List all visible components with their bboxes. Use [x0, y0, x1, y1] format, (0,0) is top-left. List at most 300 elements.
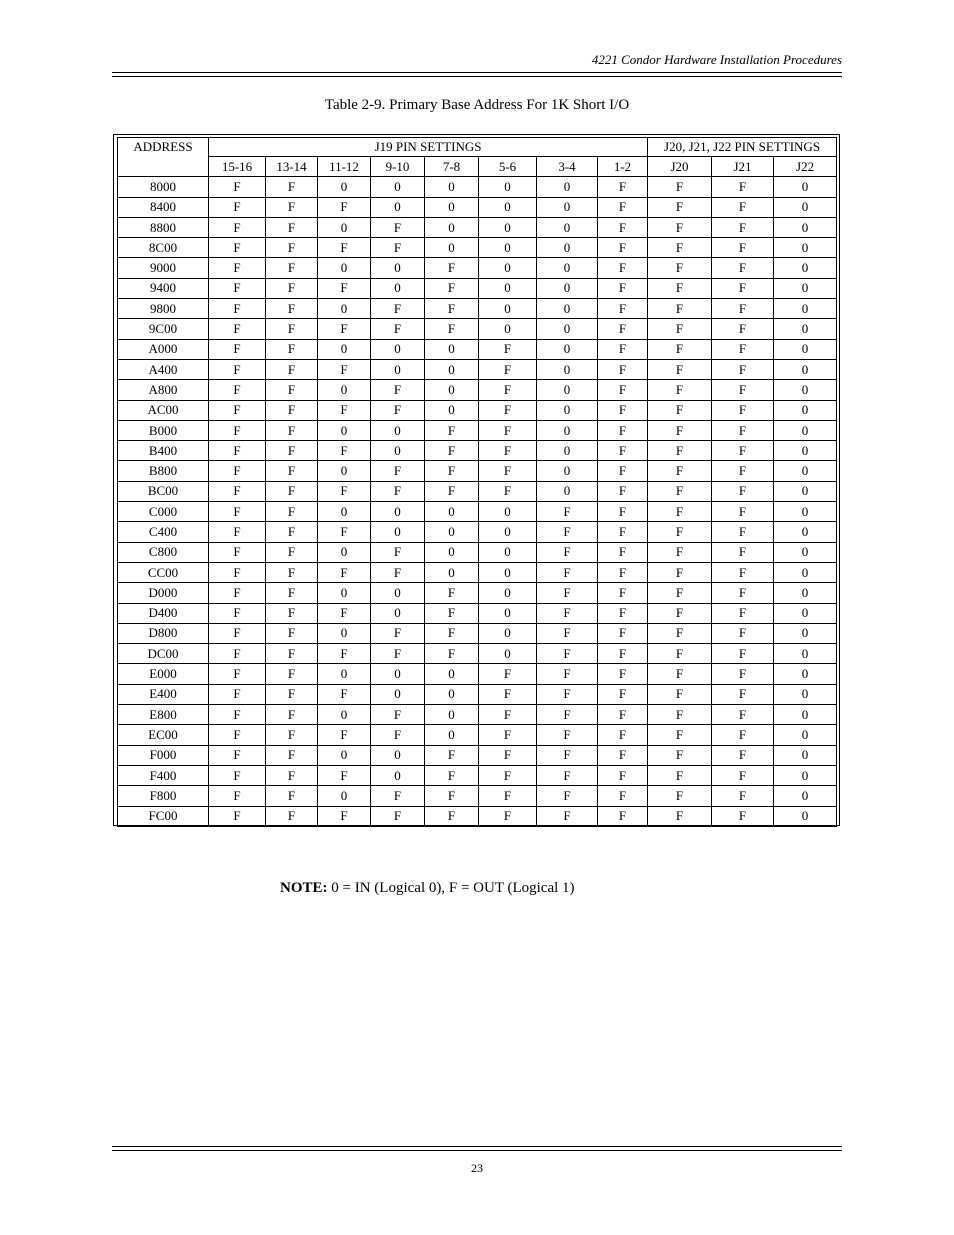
column-header: 15-16: [209, 157, 266, 177]
pin-setting-cell: F: [598, 765, 648, 785]
pin-setting-cell: F: [318, 197, 371, 217]
pin-setting-cell: F: [598, 217, 648, 237]
pin-setting-cell: 0: [318, 420, 371, 440]
note-text: 0 = IN (Logical 0), F = OUT (Logical 1): [327, 880, 575, 896]
pin-setting-cell: F: [209, 765, 266, 785]
pin-setting-cell: F: [209, 441, 266, 461]
table-group-header-row: [118, 138, 837, 157]
pin-setting-cell: 0: [318, 705, 371, 725]
pin-setting-cell: F: [712, 583, 774, 603]
pin-setting-cell: 0: [371, 765, 425, 785]
pin-setting-cell: F: [537, 806, 598, 826]
pin-setting-cell: 0: [537, 238, 598, 258]
table-row: [118, 684, 837, 704]
pin-setting-cell: F: [598, 806, 648, 826]
pin-setting-cell: F: [648, 278, 712, 298]
pin-setting-cell: F: [712, 705, 774, 725]
table-row: [118, 705, 837, 725]
pin-setting-cell: 0: [774, 705, 837, 725]
pin-setting-cell: 0: [425, 542, 479, 562]
address-cell: 9400: [118, 278, 209, 298]
pin-setting-cell: 0: [774, 542, 837, 562]
footer-rule-top: [112, 1146, 842, 1147]
table-row: [118, 258, 837, 278]
pin-setting-cell: F: [712, 725, 774, 745]
pin-setting-cell: F: [209, 644, 266, 664]
pin-setting-cell: F: [266, 522, 318, 542]
address-cell: 9C00: [118, 319, 209, 339]
pin-setting-cell: F: [712, 420, 774, 440]
table-row: [118, 420, 837, 440]
address-cell: C400: [118, 522, 209, 542]
pin-setting-cell: F: [537, 623, 598, 643]
column-header: 3-4: [537, 157, 598, 177]
pin-setting-cell: 0: [425, 339, 479, 359]
pin-setting-cell: F: [537, 502, 598, 522]
pin-setting-cell: 0: [425, 705, 479, 725]
pin-setting-cell: F: [371, 217, 425, 237]
pin-setting-cell: F: [266, 319, 318, 339]
pin-setting-cell: F: [712, 299, 774, 319]
pin-setting-cell: F: [598, 441, 648, 461]
pin-setting-cell: F: [209, 238, 266, 258]
pin-setting-cell: F: [712, 400, 774, 420]
pin-setting-cell: F: [266, 786, 318, 806]
pin-setting-cell: 0: [774, 502, 837, 522]
pin-setting-cell: 0: [774, 806, 837, 826]
pin-setting-cell: F: [209, 339, 266, 359]
address-cell: B400: [118, 441, 209, 461]
table-row: [118, 380, 837, 400]
pin-setting-cell: F: [266, 420, 318, 440]
pin-setting-cell: F: [712, 217, 774, 237]
pin-setting-cell: F: [209, 177, 266, 197]
footer-rule-bottom: [112, 1150, 842, 1151]
pin-setting-cell: F: [479, 806, 537, 826]
pin-setting-cell: F: [648, 786, 712, 806]
pin-setting-cell: F: [598, 644, 648, 664]
pin-setting-cell: 0: [318, 542, 371, 562]
pin-setting-cell: F: [537, 644, 598, 664]
table-caption: Table 2-9. Primary Base Address For 1K Short I/O: [324, 97, 630, 113]
running-title: 4221 Condor Hardware Installation Procedures: [591, 52, 842, 67]
pin-setting-cell: 0: [479, 562, 537, 582]
pin-setting-cell: F: [209, 380, 266, 400]
pin-setting-cell: 0: [371, 502, 425, 522]
pin-setting-cell: 0: [774, 725, 837, 745]
pin-setting-cell: F: [318, 644, 371, 664]
pin-setting-cell: F: [598, 177, 648, 197]
pin-setting-cell: F: [712, 623, 774, 643]
pin-setting-cell: F: [479, 765, 537, 785]
pin-setting-cell: 0: [479, 217, 537, 237]
pin-setting-cell: F: [318, 765, 371, 785]
pin-setting-cell: F: [648, 806, 712, 826]
pin-setting-cell: F: [479, 339, 537, 359]
pin-setting-cell: F: [425, 806, 479, 826]
pin-setting-cell: 0: [425, 725, 479, 745]
column-header: 7-8: [425, 157, 479, 177]
table-row: [118, 177, 837, 197]
pin-setting-cell: F: [318, 238, 371, 258]
pin-setting-cell: F: [318, 359, 371, 379]
pin-setting-cell: F: [266, 664, 318, 684]
pin-setting-cell: F: [479, 745, 537, 765]
pin-setting-cell: 0: [774, 684, 837, 704]
pin-setting-cell: F: [371, 562, 425, 582]
pin-setting-cell: 0: [371, 278, 425, 298]
pin-setting-cell: 0: [537, 420, 598, 440]
pin-setting-cell: F: [712, 278, 774, 298]
pin-setting-cell: F: [371, 380, 425, 400]
table-row: [118, 359, 837, 379]
address-table: [117, 137, 837, 827]
pin-setting-cell: F: [318, 725, 371, 745]
pin-setting-cell: F: [266, 217, 318, 237]
pin-setting-cell: 0: [318, 583, 371, 603]
address-cell: A400: [118, 359, 209, 379]
pin-setting-cell: F: [266, 502, 318, 522]
pin-setting-cell: F: [209, 684, 266, 704]
pin-setting-cell: F: [318, 481, 371, 501]
pin-setting-cell: F: [712, 177, 774, 197]
pin-setting-cell: F: [425, 745, 479, 765]
pin-setting-cell: 0: [537, 359, 598, 379]
address-cell: A000: [118, 339, 209, 359]
pin-setting-cell: 0: [371, 258, 425, 278]
pin-setting-cell: F: [648, 542, 712, 562]
pin-setting-cell: F: [209, 258, 266, 278]
pin-setting-cell: F: [712, 359, 774, 379]
table-row: [118, 481, 837, 501]
pin-setting-cell: F: [712, 562, 774, 582]
pin-setting-cell: 0: [425, 684, 479, 704]
pin-setting-cell: F: [266, 745, 318, 765]
pin-setting-cell: F: [425, 441, 479, 461]
address-cell: 8800: [118, 217, 209, 237]
pin-setting-cell: 0: [774, 664, 837, 684]
pin-setting-cell: F: [479, 461, 537, 481]
table-row: [118, 461, 837, 481]
pin-setting-cell: 0: [371, 420, 425, 440]
pin-setting-cell: F: [371, 725, 425, 745]
pin-setting-cell: 0: [318, 177, 371, 197]
pin-setting-cell: F: [425, 299, 479, 319]
column-header: 9-10: [371, 157, 425, 177]
pin-setting-cell: 0: [774, 745, 837, 765]
pin-setting-cell: F: [598, 400, 648, 420]
pin-setting-cell: F: [712, 380, 774, 400]
address-cell: DC00: [118, 644, 209, 664]
address-cell: D000: [118, 583, 209, 603]
pin-setting-cell: F: [209, 400, 266, 420]
pin-setting-cell: F: [425, 603, 479, 623]
pin-setting-cell: F: [371, 400, 425, 420]
pin-setting-cell: F: [266, 644, 318, 664]
pin-setting-cell: F: [537, 786, 598, 806]
table-row: [118, 339, 837, 359]
column-header: 11-12: [318, 157, 371, 177]
table-row: [118, 441, 837, 461]
pin-setting-cell: 0: [371, 745, 425, 765]
pin-setting-cell: 0: [318, 380, 371, 400]
pin-setting-cell: F: [598, 278, 648, 298]
pin-setting-cell: F: [479, 481, 537, 501]
pin-setting-cell: F: [712, 765, 774, 785]
pin-setting-cell: 0: [425, 502, 479, 522]
pin-setting-cell: F: [648, 502, 712, 522]
pin-setting-cell: F: [371, 238, 425, 258]
pin-setting-cell: 0: [318, 339, 371, 359]
pin-setting-cell: 0: [318, 299, 371, 319]
pin-setting-cell: 0: [318, 461, 371, 481]
address-cell: 8000: [118, 177, 209, 197]
pin-setting-cell: F: [648, 765, 712, 785]
pin-setting-cell: 0: [774, 603, 837, 623]
table-row: [118, 319, 837, 339]
pin-setting-cell: F: [598, 502, 648, 522]
pin-setting-cell: 0: [425, 197, 479, 217]
pin-setting-cell: F: [209, 420, 266, 440]
pin-setting-cell: F: [479, 400, 537, 420]
pin-setting-cell: F: [712, 644, 774, 664]
pin-setting-cell: F: [648, 197, 712, 217]
pin-setting-cell: F: [598, 359, 648, 379]
pin-setting-cell: F: [209, 502, 266, 522]
pin-setting-cell: F: [318, 441, 371, 461]
pin-setting-cell: 0: [774, 765, 837, 785]
pin-setting-cell: 0: [425, 217, 479, 237]
pin-setting-cell: F: [648, 684, 712, 704]
pin-setting-cell: F: [598, 339, 648, 359]
pin-setting-cell: 0: [774, 562, 837, 582]
pin-setting-cell: F: [209, 725, 266, 745]
pin-setting-cell: F: [598, 522, 648, 542]
table-row: [118, 786, 837, 806]
pin-setting-cell: F: [537, 603, 598, 623]
pin-setting-cell: F: [266, 765, 318, 785]
pin-setting-cell: F: [479, 684, 537, 704]
pin-setting-cell: 0: [425, 238, 479, 258]
table-row: [118, 806, 837, 826]
pin-setting-cell: F: [318, 603, 371, 623]
pin-setting-cell: F: [425, 765, 479, 785]
pin-setting-cell: F: [598, 705, 648, 725]
pin-setting-cell: F: [598, 745, 648, 765]
address-cell: C800: [118, 542, 209, 562]
table-row: [118, 217, 837, 237]
pin-setting-cell: F: [648, 623, 712, 643]
address-cell: B000: [118, 420, 209, 440]
pin-setting-cell: F: [648, 522, 712, 542]
pin-setting-cell: F: [371, 299, 425, 319]
address-cell: E800: [118, 705, 209, 725]
pin-setting-cell: F: [266, 339, 318, 359]
pin-setting-cell: F: [648, 217, 712, 237]
pin-setting-cell: 0: [774, 786, 837, 806]
pin-setting-cell: F: [266, 278, 318, 298]
pin-setting-cell: F: [537, 725, 598, 745]
address-column-header: ADDRESS: [118, 138, 209, 157]
address-cell: D400: [118, 603, 209, 623]
pin-setting-cell: F: [209, 603, 266, 623]
pin-setting-cell: 0: [774, 441, 837, 461]
pin-setting-cell: F: [598, 420, 648, 440]
pin-setting-cell: 0: [774, 400, 837, 420]
pin-setting-cell: F: [712, 238, 774, 258]
note: [280, 880, 575, 897]
pin-setting-cell: 0: [318, 786, 371, 806]
pin-setting-cell: F: [648, 380, 712, 400]
table-row: [118, 664, 837, 684]
address-cell: FC00: [118, 806, 209, 826]
pin-setting-cell: 0: [774, 583, 837, 603]
pin-setting-cell: F: [537, 745, 598, 765]
address-cell: CC00: [118, 562, 209, 582]
pin-setting-cell: 0: [479, 542, 537, 562]
pin-setting-cell: F: [712, 441, 774, 461]
pin-setting-cell: 0: [318, 502, 371, 522]
pin-setting-cell: 0: [774, 177, 837, 197]
pin-setting-cell: F: [648, 420, 712, 440]
column-header: J20: [648, 157, 712, 177]
table-row: [118, 400, 837, 420]
j19-group-header: J19 PIN SETTINGS: [209, 138, 648, 157]
pin-setting-cell: 0: [371, 339, 425, 359]
pin-setting-cell: F: [648, 603, 712, 623]
table-row: [118, 623, 837, 643]
pin-setting-cell: F: [648, 299, 712, 319]
pin-setting-cell: 0: [318, 623, 371, 643]
pin-setting-cell: F: [209, 705, 266, 725]
table-body: [118, 177, 837, 827]
pin-setting-cell: F: [712, 664, 774, 684]
pin-setting-cell: F: [712, 461, 774, 481]
address-cell: E400: [118, 684, 209, 704]
pin-setting-cell: F: [266, 725, 318, 745]
pin-setting-cell: F: [371, 481, 425, 501]
page-number: 23: [471, 1161, 483, 1175]
pin-setting-cell: 0: [774, 481, 837, 501]
pin-setting-cell: 0: [318, 258, 371, 278]
pin-setting-cell: F: [209, 542, 266, 562]
pin-setting-cell: F: [425, 258, 479, 278]
pin-setting-cell: F: [209, 299, 266, 319]
address-cell: 8400: [118, 197, 209, 217]
pin-setting-cell: F: [712, 258, 774, 278]
pin-setting-cell: F: [425, 623, 479, 643]
pin-setting-cell: 0: [425, 359, 479, 379]
pin-setting-cell: F: [371, 623, 425, 643]
pin-setting-cell: 0: [371, 664, 425, 684]
pin-setting-cell: F: [648, 441, 712, 461]
pin-setting-cell: 0: [774, 238, 837, 258]
pin-setting-cell: F: [266, 806, 318, 826]
pin-setting-cell: F: [537, 583, 598, 603]
pin-setting-cell: 0: [537, 339, 598, 359]
table-row: [118, 765, 837, 785]
pin-setting-cell: F: [712, 339, 774, 359]
pin-setting-cell: F: [209, 583, 266, 603]
pin-setting-cell: F: [598, 623, 648, 643]
pin-setting-cell: 0: [425, 562, 479, 582]
pin-setting-cell: 0: [479, 583, 537, 603]
pin-setting-cell: 0: [537, 197, 598, 217]
pin-setting-cell: F: [648, 583, 712, 603]
pin-setting-cell: F: [598, 461, 648, 481]
pin-setting-cell: F: [479, 441, 537, 461]
pin-setting-cell: F: [371, 786, 425, 806]
pin-setting-cell: F: [266, 441, 318, 461]
pin-setting-cell: F: [425, 644, 479, 664]
pin-setting-cell: F: [209, 217, 266, 237]
pin-setting-cell: F: [537, 684, 598, 704]
pin-setting-cell: 0: [774, 339, 837, 359]
pin-setting-cell: F: [266, 623, 318, 643]
pin-setting-cell: F: [266, 481, 318, 501]
pin-setting-cell: F: [318, 684, 371, 704]
pin-setting-cell: F: [648, 238, 712, 258]
pin-setting-cell: F: [371, 644, 425, 664]
pin-setting-cell: F: [479, 420, 537, 440]
pin-setting-cell: F: [318, 522, 371, 542]
pin-setting-cell: 0: [774, 644, 837, 664]
pin-setting-cell: F: [648, 461, 712, 481]
pin-setting-cell: 0: [479, 502, 537, 522]
pin-setting-cell: F: [266, 299, 318, 319]
pin-setting-cell: F: [479, 664, 537, 684]
pin-setting-cell: F: [209, 522, 266, 542]
pin-setting-cell: 0: [425, 664, 479, 684]
address-cell: F800: [118, 786, 209, 806]
pin-setting-cell: F: [266, 603, 318, 623]
pin-setting-cell: F: [598, 299, 648, 319]
pin-setting-cell: 0: [425, 400, 479, 420]
pin-setting-cell: F: [537, 542, 598, 562]
pin-setting-cell: F: [598, 684, 648, 704]
address-column-header-blank: [118, 157, 209, 177]
pin-setting-cell: 0: [371, 177, 425, 197]
pin-setting-cell: 0: [425, 380, 479, 400]
address-cell: AC00: [118, 400, 209, 420]
pin-setting-cell: F: [266, 684, 318, 704]
address-cell: 8C00: [118, 238, 209, 258]
pin-setting-cell: F: [209, 461, 266, 481]
pin-setting-cell: F: [712, 603, 774, 623]
pin-setting-cell: F: [371, 319, 425, 339]
pin-setting-cell: F: [371, 461, 425, 481]
column-header: 1-2: [598, 157, 648, 177]
pin-setting-cell: 0: [774, 522, 837, 542]
pin-setting-cell: F: [712, 745, 774, 765]
pin-setting-cell: 0: [479, 319, 537, 339]
pin-setting-cell: F: [598, 319, 648, 339]
pin-setting-cell: F: [648, 400, 712, 420]
pin-setting-cell: F: [712, 319, 774, 339]
pin-setting-cell: 0: [479, 644, 537, 664]
pin-setting-cell: F: [318, 278, 371, 298]
pin-setting-cell: F: [479, 705, 537, 725]
pin-setting-cell: F: [209, 562, 266, 582]
pin-setting-cell: F: [266, 461, 318, 481]
pin-setting-cell: 0: [774, 299, 837, 319]
column-header: 5-6: [479, 157, 537, 177]
pin-setting-cell: F: [598, 238, 648, 258]
pin-setting-cell: F: [425, 461, 479, 481]
pin-setting-cell: F: [648, 745, 712, 765]
pin-setting-cell: F: [648, 319, 712, 339]
pin-setting-cell: F: [266, 542, 318, 562]
